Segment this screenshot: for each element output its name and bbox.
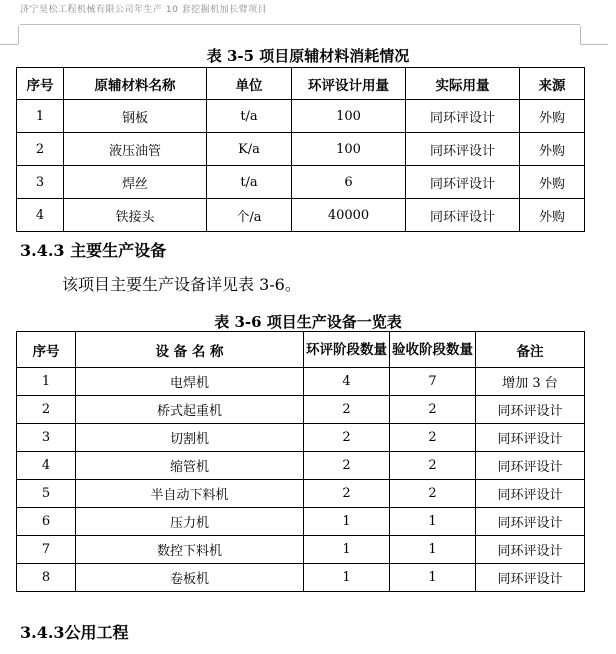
table-cell: 压力机	[76, 508, 304, 536]
table-cell: 2	[17, 396, 76, 424]
table-cell: 1	[304, 508, 390, 536]
page-header: 济宁昊松工程机械有限公司年生产 10 套挖掘机加长臂项目	[20, 5, 268, 15]
table-cell: t/a	[207, 100, 292, 133]
table-row	[17, 536, 585, 564]
table-row	[17, 424, 585, 452]
table-cell: 1	[390, 536, 476, 564]
table-cell: 同环评设计	[476, 480, 585, 508]
table-cell: 2	[390, 452, 476, 480]
table-cell: 1	[17, 100, 64, 133]
crop-mark-right	[580, 26, 581, 44]
table-cell: 2	[304, 452, 390, 480]
materials-table	[16, 67, 585, 232]
table-cell: 3	[17, 424, 76, 452]
table-cell: 4	[17, 452, 76, 480]
header-cell: 序号	[17, 332, 76, 368]
table-cell: 100	[292, 100, 406, 133]
table-cell: 同环评设计	[406, 100, 520, 133]
table-cell: 同环评设计	[476, 396, 585, 424]
table-cell: 个/a	[207, 199, 292, 232]
table-cell: 1	[17, 368, 76, 396]
table-cell: 桥式起重机	[76, 396, 304, 424]
table-row	[17, 452, 585, 480]
table1-caption: 表 3-5 项目原辅材料消耗情况	[206, 47, 410, 65]
table-cell: 缩管机	[76, 452, 304, 480]
header-cell: 单位	[207, 68, 292, 100]
table-cell: 1	[390, 564, 476, 592]
table-row	[17, 100, 585, 133]
header-cell: 原辅材料名称	[64, 68, 207, 100]
table-row	[17, 480, 585, 508]
table-cell: 2	[390, 480, 476, 508]
table2-caption: 表 3-6 项目生产设备一览表	[214, 313, 402, 331]
table-cell: K/a	[207, 133, 292, 166]
section-heading: 3.4.3 主要生产设备	[20, 241, 167, 260]
table-cell: 4	[17, 199, 64, 232]
table-cell: 卷板机	[76, 564, 304, 592]
section-heading: 3.4.3公用工程	[20, 623, 129, 642]
table-cell: 40000	[292, 199, 406, 232]
table-cell: 100	[292, 133, 406, 166]
header-cell: 设 备 名 称	[76, 332, 304, 368]
table-cell: 外购	[520, 199, 585, 232]
table-cell: 6	[292, 166, 406, 199]
table-cell: 钢板	[64, 100, 207, 133]
header-cell: 环评阶段数量	[304, 332, 390, 368]
header-cell: 实际用量	[406, 68, 520, 100]
table-row	[17, 564, 585, 592]
table-cell: 3	[17, 166, 64, 199]
header-rule	[20, 24, 580, 25]
header-cell: 环评设计用量	[292, 68, 406, 100]
table-cell: 外购	[520, 100, 585, 133]
table-cell: 半自动下料机	[76, 480, 304, 508]
table-cell: 增加 3 台	[476, 368, 585, 396]
table-cell: 5	[17, 480, 76, 508]
table-cell: 同环评设计	[406, 166, 520, 199]
table-cell: 2	[304, 424, 390, 452]
table-cell: 7	[390, 368, 476, 396]
table-header-row	[17, 68, 585, 100]
header-cell: 备注	[476, 332, 585, 368]
table-cell: 切割机	[76, 424, 304, 452]
table-cell: 2	[390, 396, 476, 424]
table-cell: t/a	[207, 166, 292, 199]
table-cell: 数控下料机	[76, 536, 304, 564]
table-cell: 2	[304, 396, 390, 424]
table-cell: 2	[390, 424, 476, 452]
table-cell: 1	[304, 536, 390, 564]
table-cell: 同环评设计	[476, 424, 585, 452]
equipment-table	[16, 331, 585, 592]
table-cell: 电焊机	[76, 368, 304, 396]
table-cell: 外购	[520, 133, 585, 166]
table-row	[17, 396, 585, 424]
crop-mark-left	[18, 26, 19, 44]
table-row	[17, 133, 585, 166]
table-row	[17, 368, 585, 396]
table-cell: 液压油管	[64, 133, 207, 166]
table-cell: 4	[304, 368, 390, 396]
table-cell: 同环评设计	[406, 199, 520, 232]
table-row	[17, 199, 585, 232]
table-cell: 同环评设计	[476, 508, 585, 536]
header-cell: 验收阶段数量	[390, 332, 476, 368]
table-header-row	[17, 332, 585, 368]
table-cell: 同环评设计	[406, 133, 520, 166]
table-row	[17, 508, 585, 536]
body-paragraph: 该项目主要生产设备详见表 3-6。	[62, 275, 301, 294]
table-row	[17, 166, 585, 199]
header-cell: 序号	[17, 68, 64, 100]
table-cell: 外购	[520, 166, 585, 199]
table-cell: 8	[17, 564, 76, 592]
table-cell: 1	[390, 508, 476, 536]
table-cell: 焊丝	[64, 166, 207, 199]
header-cell: 来源	[520, 68, 585, 100]
table-cell: 同环评设计	[476, 536, 585, 564]
table-cell: 7	[17, 536, 76, 564]
table-cell: 2	[17, 133, 64, 166]
table-cell: 2	[304, 480, 390, 508]
table-cell: 铁接头	[64, 199, 207, 232]
table-cell: 1	[304, 564, 390, 592]
table-cell: 同环评设计	[476, 452, 585, 480]
table-cell: 同环评设计	[476, 564, 585, 592]
table-cell: 6	[17, 508, 76, 536]
